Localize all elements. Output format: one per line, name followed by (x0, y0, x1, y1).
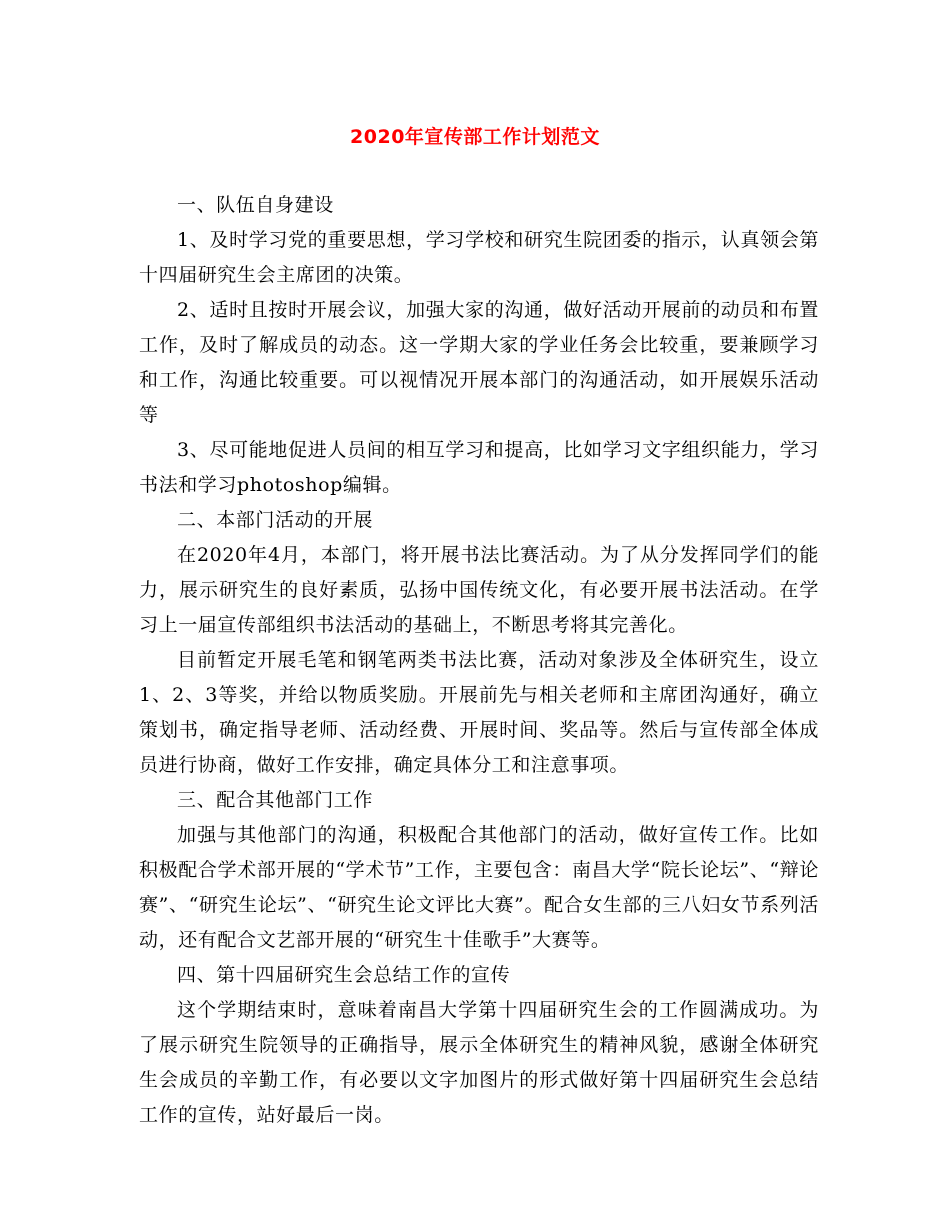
paragraph: 3、尽可能地促进人员间的相互学习和提高，比如学习文字组织能力，学习书法和学习photoshop编辑。 (139, 439, 819, 496)
paragraph: 这个学期结束时，意味着南昌大学第十四届研究生会的工作圆满成功。为了展示研究生院领导的正确指导，展示全体研究生的精神风貌，感谢全体研究生会成员的辛勤工作，有必要以文字加图片的形式做好第十四届研究生会总结工作的宣传，站好最后一岗。 (139, 999, 819, 1126)
section-heading-1: 一、队伍自身建设 (177, 194, 334, 216)
paragraph: 1、及时学习党的重要思想，学习学校和研究生院团委的指示，认真领会第十四届研究生会主席团的决策。 (139, 229, 819, 286)
document-title: 2020年宣传部工作计划范文 (350, 126, 600, 148)
paragraph: 在2020年4月，本部门，将开展书法比赛活动。为了从分发挥同学们的能力，展示研究生的良好素质，弘扬中国传统文化，有必要开展书法活动。在学习上一届宣传部组织书法活动的基础上，不断思考将其完善化。 (139, 544, 819, 636)
paragraph: 2、适时且按时开展会议，加强大家的沟通，做好活动开展前的动员和布置工作，及时了解成员的动态。这一学期大家的学业任务会比较重，要兼顾学习和工作，沟通比较重要。可以视情况开展本部门的沟通活动，如开展娱乐活动等 (139, 299, 819, 426)
section-heading-2: 二、本部门活动的开展 (177, 509, 374, 531)
paragraph: 加强与其他部门的沟通，积极配合其他部门的活动，做好宣传工作。比如积极配合学术部开展的“学术节”工作，主要包含：南昌大学“院长论坛”、“辩论赛”、“研究生论坛”、“研究生论文评比大赛”。配合女生部的三八妇女节系列活动，还有配合文艺部开展的“研究生十佳歌手”大赛等。 (139, 824, 819, 951)
paragraph: 目前暂定开展毛笔和钢笔两类书法比赛，活动对象涉及全体研究生，设立1、2、3等奖，并给以物质奖励。开展前先与相关老师和主席团沟通好，确立策划书，确定指导老师、活动经费、开展时间、奖品等。然后与宣传部全体成员进行协商，做好工作安排，确定具体分工和注意事项。 (139, 649, 819, 776)
document-body (139, 188, 819, 1133)
section-heading-3: 三、配合其他部门工作 (177, 789, 374, 811)
section-heading-4: 四、第十四届研究生会总结工作的宣传 (177, 964, 511, 986)
